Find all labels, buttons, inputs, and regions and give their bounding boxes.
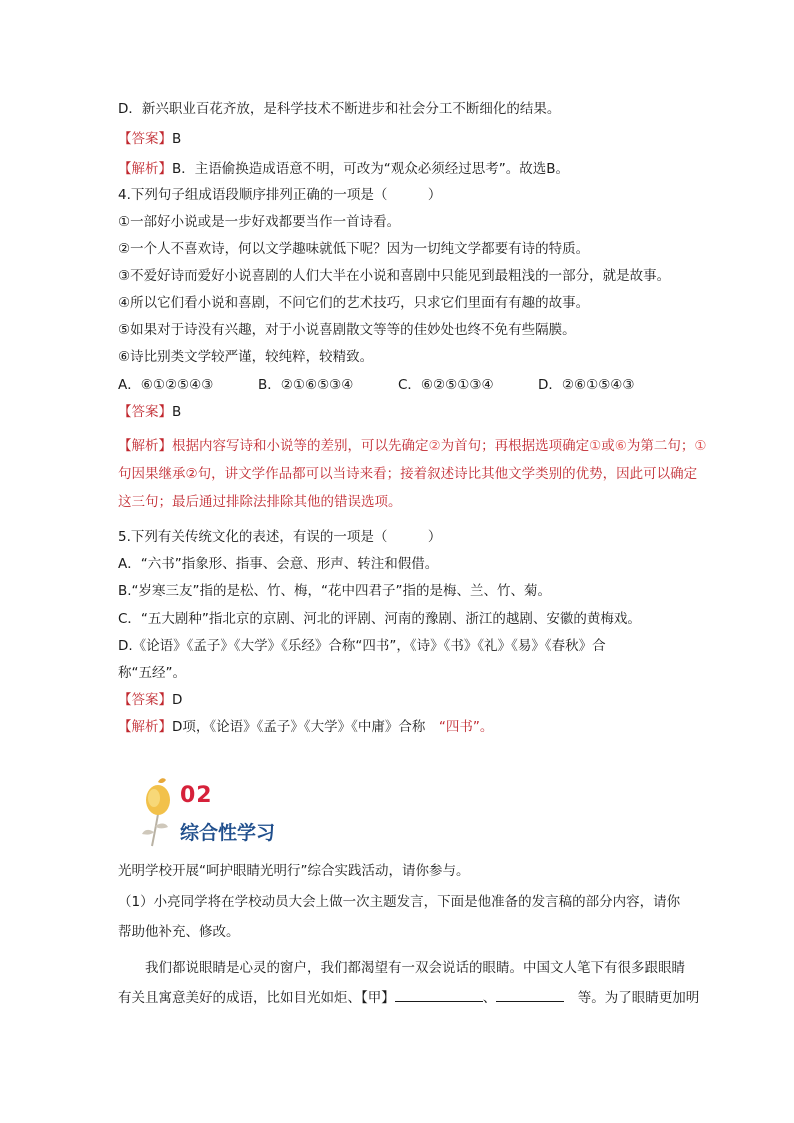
analysis-text: D项，《论语》《孟子》《大学》《中庸》合称 bbox=[172, 719, 426, 735]
q4-option-d: D．②⑥①⑤④③ bbox=[538, 377, 635, 393]
q4-options bbox=[118, 376, 635, 394]
q3-analysis bbox=[118, 160, 569, 178]
analysis-label: 【解析】 bbox=[118, 438, 172, 454]
analysis-part: 根据内容写诗和小说等的差别，可以先确定 bbox=[172, 438, 429, 454]
q3-answer bbox=[118, 130, 181, 148]
task-1-line-2: 帮助他补充、修改。 bbox=[118, 924, 240, 940]
q4-sentence-3: ③不爱好诗而爱好小说喜剧的人们大半在小说和喜剧中只能见到最粗浅的一部分，就是故事。 bbox=[118, 268, 671, 284]
speech-line-2-text: 有关且寓意美好的成语，比如目光如炬、【甲】 bbox=[118, 990, 395, 1006]
section-title: 综合性学习 bbox=[180, 822, 276, 844]
q4-answer bbox=[118, 403, 181, 421]
answer-value: D bbox=[172, 692, 183, 708]
blank-1 bbox=[395, 987, 483, 1002]
q3-option-d: D．新兴职业百花齐放，是科学技术不断进步和社会分工不断细化的结果。 bbox=[118, 101, 561, 117]
analysis-part: 为第二句； bbox=[626, 438, 695, 454]
q5-option-a: A．“六书”指象形、指事、会意、形声、转注和假借。 bbox=[118, 556, 439, 572]
q4-option-c: C．⑥②⑤①③④ bbox=[398, 377, 494, 393]
speech-line-2-end: 等。为了眼睛更加明 bbox=[577, 990, 700, 1006]
answer-value: B bbox=[172, 404, 182, 420]
analysis-text: B．主语偷换造成语意不明，可改为“观众必须经过思考”。故选B。 bbox=[172, 161, 570, 177]
blank-separator: 、 bbox=[482, 990, 497, 1006]
analysis-part: 句因果继承②句，讲文学作品都可以当诗来看；接着叙述诗比其他文学类别的优势，因此可以确定这三句；最后通过排除法排除其他的错误选项。 bbox=[118, 466, 698, 510]
answer-label: 【答案】 bbox=[118, 692, 172, 708]
answer-label: 【答案】 bbox=[118, 404, 172, 420]
q5-option-d-cont: 称“五经”。 bbox=[118, 665, 186, 681]
q4-sentence-2: ②一个人不喜欢诗，何以文学趣味就低下呢？因为一切纯文学都要有诗的特质。 bbox=[118, 241, 590, 257]
q5-option-b: B.“岁寒三友”指的是松、竹、梅，“花中四君子”指的是梅、兰、竹、菊。 bbox=[118, 583, 552, 599]
answer-value: B bbox=[172, 131, 182, 147]
q4-analysis bbox=[118, 432, 710, 516]
analysis-circled-num: ② bbox=[428, 438, 441, 454]
analysis-circled-num: ⑥ bbox=[614, 438, 627, 454]
task-1 bbox=[118, 887, 710, 947]
analysis-part: 或 bbox=[601, 438, 615, 454]
analysis-label: 【解析】 bbox=[118, 161, 172, 177]
q4-option-a: A．⑥①②⑤④③ bbox=[118, 377, 214, 393]
answer-label: 【答案】 bbox=[118, 131, 172, 147]
q4-sentence-4: ④所以它们看小说和喜剧，不问它们的艺术技巧，只求它们里面有有趣的故事。 bbox=[118, 295, 590, 311]
q4-option-b: B．②①⑥⑤③④ bbox=[258, 377, 354, 393]
q5-option-d: D.《论语》《孟子》《大学》《乐经》合称“四书”，《诗》《书》《礼》《易》《春秋》合 bbox=[118, 638, 606, 654]
analysis-quote: “四书”。 bbox=[438, 719, 494, 735]
flower-icon bbox=[138, 774, 182, 848]
analysis-label: 【解析】 bbox=[118, 719, 172, 735]
comprehensive-intro: 光明学校开展“呵护眼睛光明行”综合实践活动，请你参与。 bbox=[118, 863, 470, 879]
blank-2 bbox=[496, 987, 564, 1002]
q4-sentence-5: ⑤如果对于诗没有兴趣，对于小说喜剧散文等等的佳妙处也终不免有些隔膜。 bbox=[118, 322, 576, 338]
q4-sentence-1: ①一部好小说或是一步好戏都要当作一首诗看。 bbox=[118, 214, 401, 230]
speech-paragraph bbox=[118, 953, 710, 1013]
task-1-line-1: （1）小亮同学将在学校动员大会上做一次主题发言，下面是他准备的发言稿的部分内容，请你 bbox=[118, 894, 681, 910]
speech-line-1: 我们都说眼睛是心灵的窗户，我们都渴望有一双会说话的眼睛。中国文人笔下有很多跟眼睛 bbox=[145, 960, 685, 976]
analysis-circled-num: ① bbox=[694, 438, 707, 454]
analysis-part: 为首句；再根据选项确定 bbox=[440, 438, 590, 454]
q4-stem: 4.下列句子组成语段顺序排列正确的一项是（ ） bbox=[118, 187, 442, 203]
q4-sentence-6: ⑥诗比别类文学较严谨，较纯粹，较精致。 bbox=[118, 349, 374, 365]
section-number: 02 bbox=[180, 783, 213, 808]
q5-option-c: C．“五大剧种”指北京的京剧、河北的评剧、河南的豫剧、浙江的越剧、安徽的黄梅戏。 bbox=[118, 611, 641, 627]
analysis-circled-num: ① bbox=[589, 438, 602, 454]
q5-stem: 5.下列有关传统文化的表述，有误的一项是（ ） bbox=[118, 529, 442, 545]
q5-answer bbox=[118, 691, 182, 709]
q5-analysis bbox=[118, 718, 493, 736]
speech-line-2 bbox=[118, 983, 710, 1013]
